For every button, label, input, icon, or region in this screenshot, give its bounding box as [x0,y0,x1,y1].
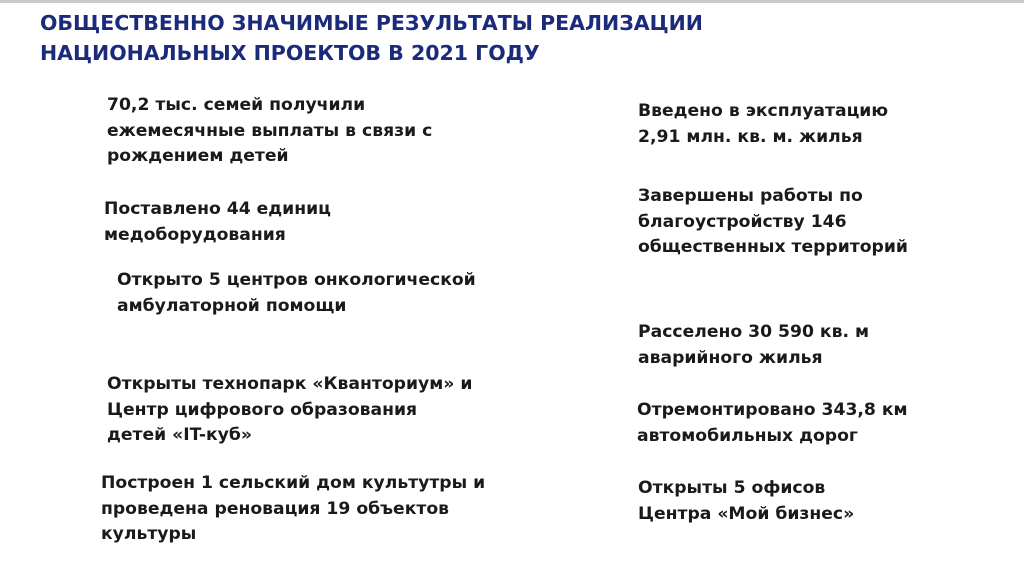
item-line: культуры [101,524,197,544]
result-business-offices [638,476,854,527]
result-oncology-centers [117,268,476,319]
item-line: Построен 1 сельский дом культутры и [101,473,486,493]
result-medical-equipment [104,197,331,248]
item-line: общественных территорий [638,237,908,257]
item-line: 2,91 млн. кв. м. жилья [638,126,863,147]
item-line: Открыты технопарк «Кванториум» и [107,374,473,394]
item-line: Поставлено 44 единиц [104,199,331,219]
slide-title [40,8,703,68]
item-line: Расселено 30 590 кв. м [638,322,870,342]
result-roads-repaired [637,398,908,449]
title-line-2: НАЦИОНАЛЬНЫХ ПРОЕКТОВ В 2021 ГОДУ [40,41,540,65]
result-public-territories [638,184,908,261]
result-housing-commissioned [638,99,888,150]
item-line: 70,2 тыс. семей получили [107,95,366,115]
result-births-payments [107,93,432,170]
item-line: рождением детей [107,146,289,166]
item-line: Отремонтировано 343,8 км [637,400,908,420]
item-line: Открыто 5 центров онкологической [117,270,476,290]
item-line: Центра «Мой бизнес» [638,503,855,524]
item-line: благоустройству 146 [638,211,847,232]
result-culture-houses [101,471,485,548]
item-line: Введено в эксплуатацию [638,101,889,121]
item-line: аварийного жилья [638,347,823,368]
item-line: Центр цифрового образования [107,399,418,420]
top-divider [0,0,1024,3]
item-line: проведена реновация 19 объектов [101,498,450,519]
item-line: детей «IT-куб» [107,425,252,445]
result-technopark [107,372,472,449]
item-line: автомобильных дорог [637,425,858,446]
item-line: Завершены работы по [638,186,863,206]
item-line: ежемесячные выплаты в связи с [107,120,433,141]
item-line: Открыты 5 офисов [638,478,826,498]
result-emergency-housing [638,320,869,371]
item-line: амбулаторной помощи [117,295,347,316]
title-line-1: ОБЩЕСТВЕННО ЗНАЧИМЫЕ РЕЗУЛЬТАТЫ РЕАЛИЗАЦИИ [40,11,703,35]
item-line: медоборудования [104,224,286,245]
